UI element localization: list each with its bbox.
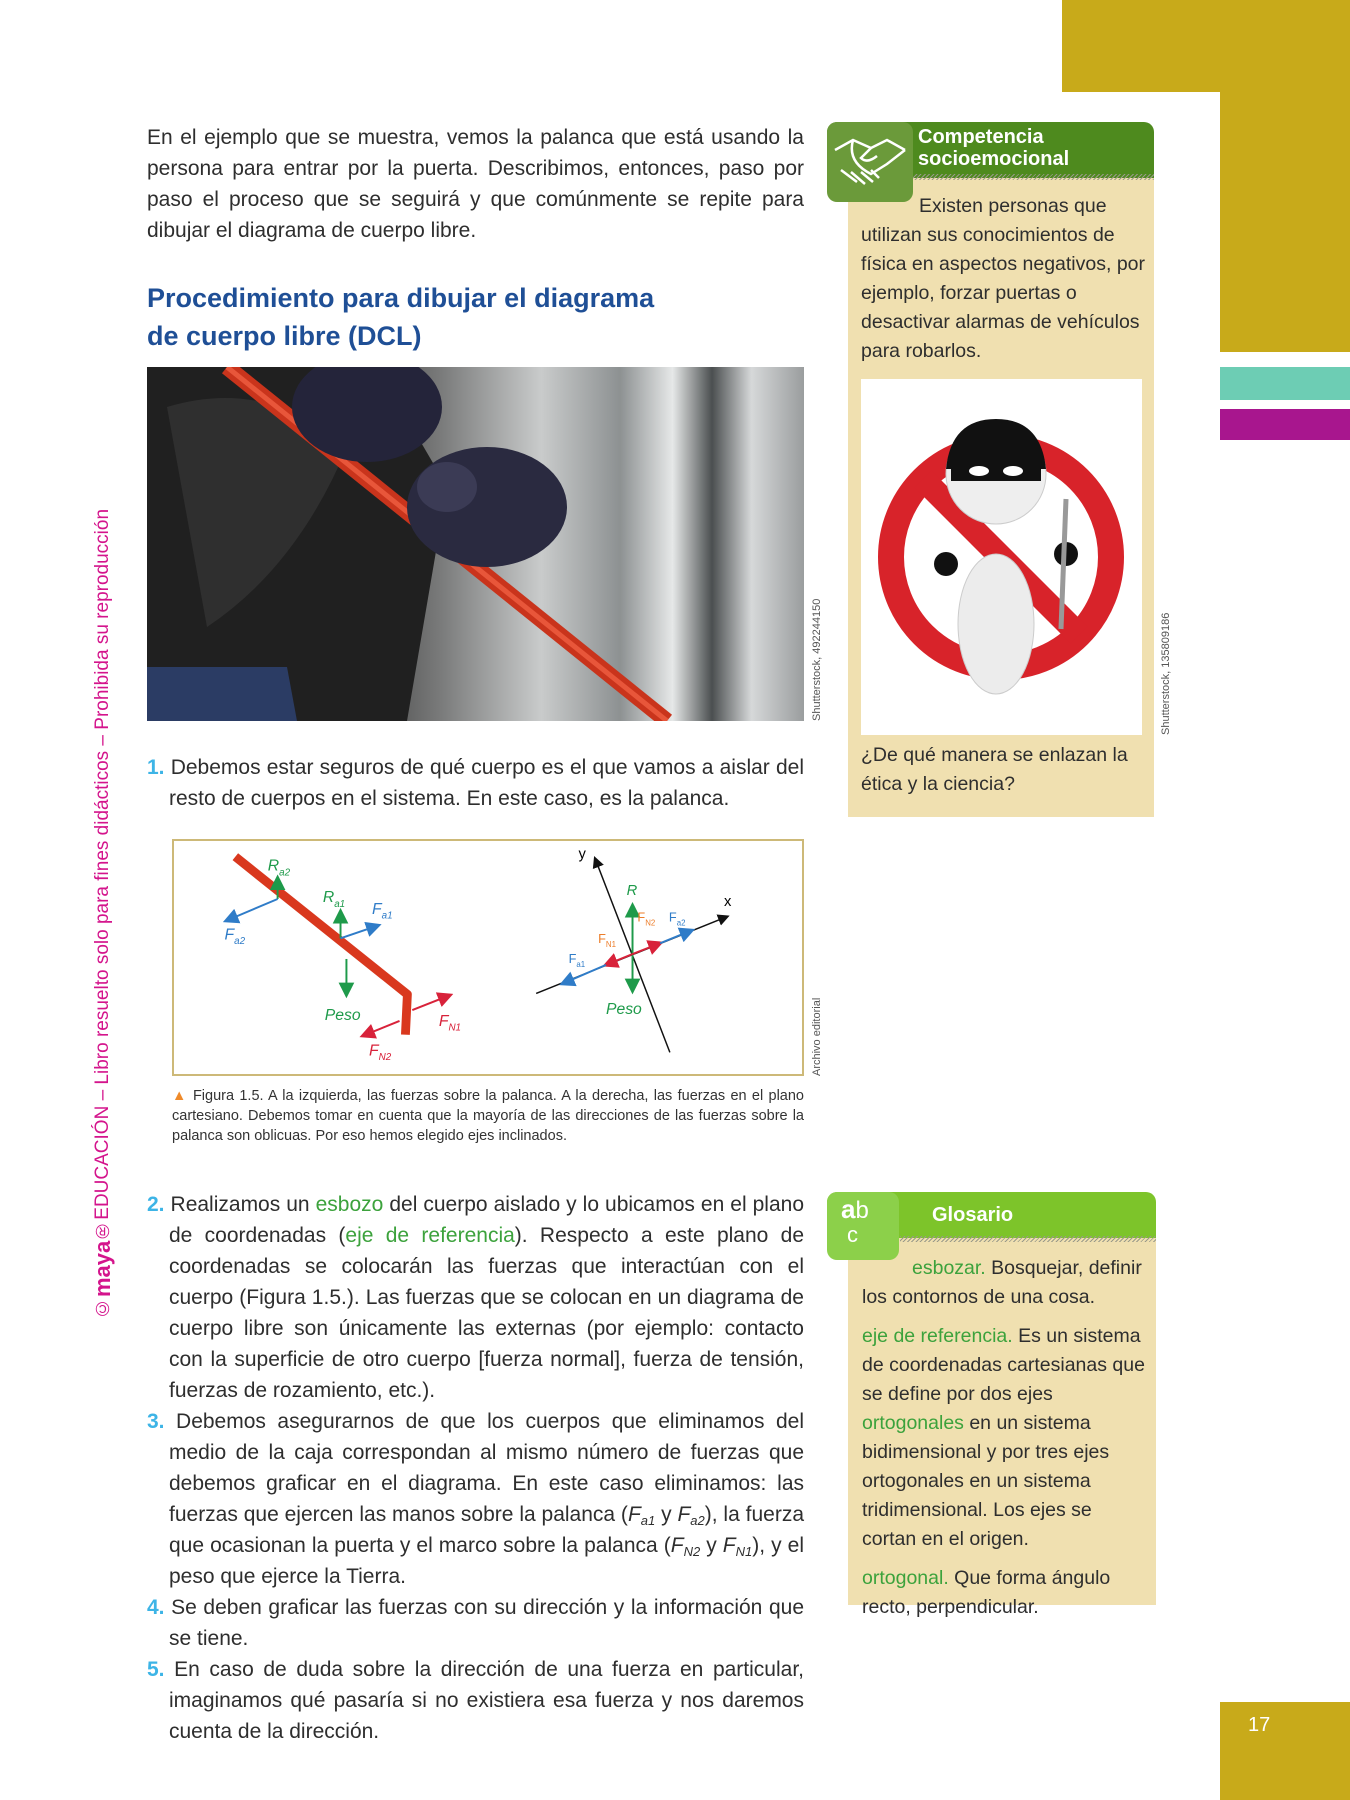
corner-tab — [1062, 0, 1350, 92]
def: Bosquejar, definir los contornos de una cosa. — [862, 1257, 1142, 1308]
corner-tab-strip — [1220, 90, 1350, 352]
y-axis-label: y — [578, 846, 586, 863]
term: eje de referencia. — [862, 1325, 1013, 1347]
illustration-credit: Shutterstock, 135809186 — [1160, 612, 1172, 735]
glossary-entry — [862, 1254, 1150, 1312]
x-axis-label: x — [723, 893, 732, 910]
glossary-entry — [862, 1322, 1150, 1554]
label-FN1: $F_{N1}$ — [438, 1012, 462, 1034]
step-number: 1. — [147, 756, 165, 779]
t: ), y el peso que ejerce la Tierra. — [169, 1534, 804, 1588]
page-number-box — [1220, 1702, 1350, 1800]
heading-line-1: Procedimiento para dibujar el diagrama — [147, 283, 655, 313]
glossary-term-eje[interactable]: eje de referencia — [345, 1224, 515, 1247]
figure-diagram — [172, 839, 804, 1076]
term: esbozar. — [912, 1257, 986, 1279]
step-text: Debemos estar seguros de qué cuerpo es el que vamos a aislar del resto de cuerpos en el sistema. En este caso, es la palanca. — [169, 756, 804, 810]
page-number: 17 — [1248, 1714, 1271, 1736]
t: ). Respecto a este plano de coordenadas se colocarán las fuerzas que interactúan con el cuerpo (Figura 1.5.). Las fuerzas que se colocan en un diagrama de cuerpo libre son únicamente las externas (por ejemplo: contacto con la superficie de otro cuerpo [fuerza normal], fuerza de tensión, fuerzas de rozamiento, etc.). — [169, 1224, 804, 1402]
label-Fa1: $F_{a1}$ — [371, 900, 393, 922]
box-title: socioemocional — [918, 148, 1070, 170]
intro-paragraph: En el ejemplo que se muestra, vemos la palanca que está usando la persona para entrar por la puerta. Describimos, entonces, paso por paso el proceso que se seguirá y que comúnmente se repite para dibujar el diagrama de cuerpo libre. — [147, 126, 804, 242]
t: ), la fuerza que ocasionan la puerta y el marco sobre la palanca ( — [169, 1503, 804, 1557]
handshake-icon — [827, 122, 913, 202]
step-4 — [147, 1592, 804, 1654]
step-1 — [147, 752, 804, 814]
step-number: 5. — [147, 1658, 165, 1681]
s: a1 — [640, 1513, 656, 1528]
step-text: En caso de duda sobre la dirección de una fuerza en particular, imaginamos qué pasaría si no existiera esa fuerza y nos daremos cuenta de la dirección. — [169, 1658, 804, 1743]
anti-theft-illustration — [861, 379, 1142, 735]
f: F — [670, 1534, 684, 1557]
heading-line-2: de cuerpo libre (DCL) — [147, 321, 422, 351]
label-Fa1-right: $F_{a1}$ — [568, 950, 586, 969]
f: F — [722, 1534, 736, 1557]
step-number: 2. — [147, 1193, 165, 1216]
f: F — [677, 1503, 691, 1526]
steps-list — [147, 1189, 804, 1747]
step-5 — [147, 1654, 804, 1747]
photo-credit: Shutterstock, 492244150 — [811, 598, 823, 721]
watermark-text: EDUCACIÓN – Libro resuelto solo para fines didácticos – Prohibida su reproducción — [92, 508, 113, 1220]
glossary-entry — [862, 1564, 1150, 1622]
triangle-icon: ▲ — [172, 1088, 188, 1104]
hatch — [912, 174, 1154, 180]
def: en un sistema bidimensional y por tres ejes ortogonales en un sistema tridimensional. Los ejes se cortan en el origen. — [862, 1412, 1110, 1550]
label-R: R — [626, 883, 638, 900]
abc-icon: ab c — [827, 1192, 899, 1260]
section-heading — [147, 279, 654, 355]
t: Realizamos un — [170, 1193, 316, 1216]
def: Es un sistema de coordenadas cartesianas que se define por dos ejes — [862, 1325, 1145, 1405]
crowbar-door-photo — [147, 367, 804, 721]
t: del cuerpo aislado y lo ubicamos en el plano de coordenadas ( — [169, 1193, 804, 1247]
figure-credit: Archivo editorial — [811, 997, 823, 1076]
t: Debemos asegurarnos de que los cuerpos que eliminamos del medio de la caja correspondan al mismo número de fuerzas que debemos graficar en el diagrama. En este caso eliminamos: las fuerzas que ejercen las manos sobre la palanca ( — [169, 1410, 804, 1526]
competencia-text: Existen personas que utilizan sus conocimientos de física en aspectos negativos, por ejemplo, forzar puertas o desactivar alarmas de vehículos para robarlos. — [861, 195, 1145, 362]
label-Fa2-right: $F_{a2}$ — [668, 909, 686, 928]
label-FN2: $F_{N2}$ — [369, 1042, 392, 1064]
step-number: 3. — [147, 1410, 165, 1433]
competencia-question: ¿De qué manera se enlazan la ética y la ciencia? — [861, 744, 1128, 795]
label-peso-right: Peso — [605, 1001, 642, 1019]
term: ortogonal. — [862, 1567, 949, 1589]
t: y — [655, 1503, 678, 1526]
def: Que forma ángulo recto, perpendicular. — [862, 1567, 1111, 1618]
caption-text: Figura 1.5. A la izquierda, las fuerzas sobre la palanca. A la derecha, las fuerzas en el plano cartesiano. Debemos tomar en cuenta que la mayoría de las direcciones de las fuerzas sobre la palanca son oblicuas. Por eso hemos elegido ejes inclinados. — [172, 1088, 804, 1144]
t: y — [700, 1534, 723, 1557]
step-3 — [147, 1406, 804, 1592]
s: a2 — [690, 1513, 705, 1528]
copyright-watermark: ©maya®EDUCACIÓN – Libro resuelto solo para fines didácticos – Prohibida su reproducción — [90, 508, 115, 1318]
label-Ra1: $R_{a1}$ — [322, 888, 346, 910]
cartesian-free-body — [536, 847, 732, 1053]
label-Ra2: $R_{a2}$ — [267, 857, 291, 879]
magenta-tab — [1220, 409, 1350, 440]
box-title: Competencia — [918, 126, 1044, 148]
step-text: Se deben graficar las fuerzas con su dirección y la información que se tiene. — [169, 1596, 804, 1650]
glosario-entries — [862, 1254, 1150, 1622]
step-number: 4. — [147, 1596, 165, 1619]
box-title: Glosario — [932, 1204, 1014, 1226]
f: F — [627, 1503, 641, 1526]
s: N1 — [735, 1544, 753, 1559]
step-2 — [147, 1189, 804, 1406]
figure-caption — [172, 1086, 804, 1146]
label-FN1-right: $F_{N1}$ — [598, 931, 616, 950]
glossary-term-esbozo[interactable]: esbozo — [315, 1193, 384, 1216]
teal-tab — [1220, 367, 1350, 400]
label-peso-left: Peso — [324, 1006, 361, 1024]
crowbar-free-body — [225, 857, 462, 1064]
maya-logo: maya — [90, 1240, 115, 1297]
term: ortogonales — [862, 1412, 964, 1434]
label-FN2-right: $F_{N2}$ — [637, 909, 656, 928]
label-Fa2: $F_{a2}$ — [224, 926, 246, 948]
hatch — [900, 1236, 1156, 1242]
s: N2 — [683, 1544, 701, 1559]
